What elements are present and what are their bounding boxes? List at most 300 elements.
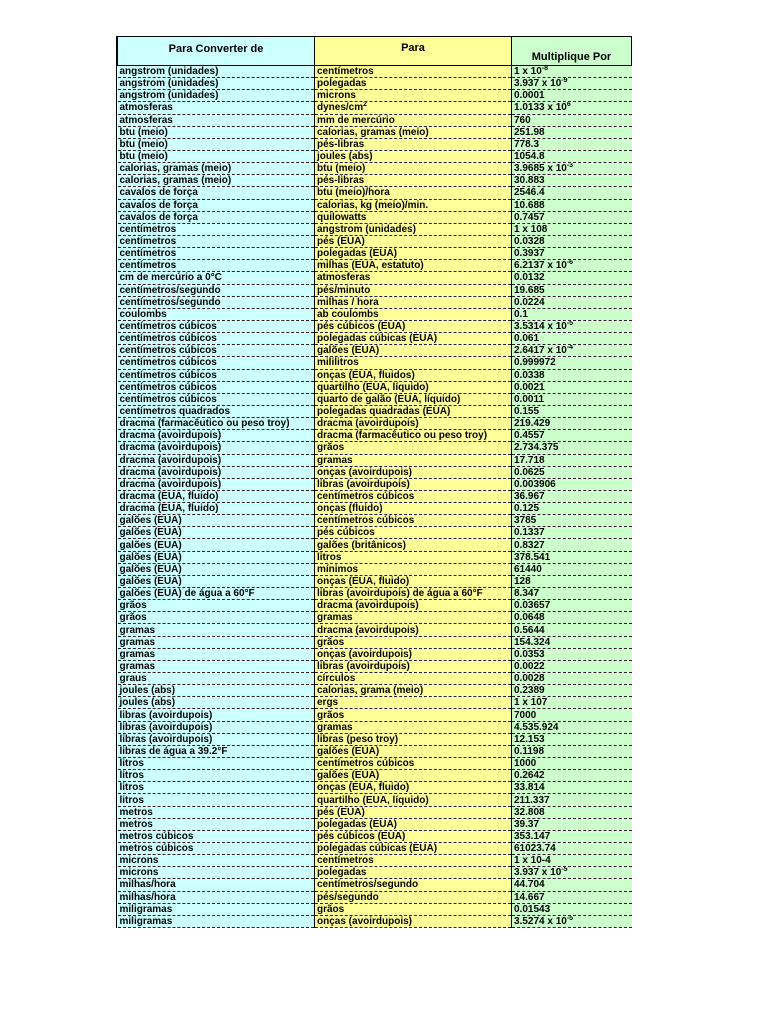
- cell-to: onças (avoirdupois): [315, 466, 512, 478]
- cell-convert-from: calorias, gramas (meio): [118, 175, 315, 187]
- cell-convert-from: btu (meio): [118, 138, 315, 150]
- table-row: [118, 163, 632, 175]
- table-row: [118, 90, 632, 102]
- exponent: -9: [561, 77, 568, 85]
- cell-convert-from: galões (EUA) de água a 60°F: [118, 588, 315, 600]
- cell-to: gramas: [315, 454, 512, 466]
- table-row: [118, 320, 632, 332]
- cell-to: pés/minuto: [315, 284, 512, 296]
- cell-multiply-by: 10.688: [512, 199, 632, 211]
- table-row: [118, 381, 632, 393]
- table-row: [118, 114, 632, 126]
- cell-multiply-by: 2.6417 x $10^{-4}$: [512, 345, 632, 357]
- table-row: [118, 126, 632, 138]
- cell-to: grãos: [315, 709, 512, 721]
- cell-multiply-by: 32.808: [512, 806, 632, 818]
- cell-convert-from: dracma (avoirdupois): [118, 442, 315, 454]
- cell-convert-from: dracma (farmacêutico ou peso troy): [118, 418, 315, 430]
- cell-to: dracma (avoirdupois): [315, 600, 512, 612]
- cell-to: centímetros cúbicos: [315, 515, 512, 527]
- cell-multiply-by: 0.0022: [512, 660, 632, 672]
- cell-to: ab coulombs: [315, 308, 512, 320]
- table-row: [118, 393, 632, 405]
- cell-convert-from: graus: [118, 673, 315, 685]
- cell-to: joules (abs): [315, 150, 512, 162]
- cell-multiply-by: 778.3: [512, 138, 632, 150]
- cell-multiply-by: 12.153: [512, 733, 632, 745]
- cell-multiply-by: 0.0001: [512, 90, 632, 102]
- exponent: -5: [561, 866, 568, 874]
- cell-multiply-by: 219.429: [512, 418, 632, 430]
- table-row: [118, 806, 632, 818]
- cell-convert-from: calorias, gramas (meio): [118, 163, 315, 175]
- table-row: [118, 782, 632, 794]
- cell-convert-from: centímetros cúbicos: [118, 320, 315, 332]
- cell-multiply-by: 6.2137 x $10^{-6}$: [512, 260, 632, 272]
- table-row: [118, 612, 632, 624]
- header-convert-from: Para Converter de: [118, 37, 315, 66]
- cell-convert-from: galões (EUA): [118, 515, 315, 527]
- table-row: [118, 357, 632, 369]
- exponent: -3: [566, 162, 574, 170]
- table-row: [118, 879, 632, 891]
- table-row: [118, 575, 632, 587]
- cell-convert-from: dracma (avoirdupois): [118, 454, 315, 466]
- table-row: [118, 794, 632, 806]
- cell-multiply-by: 0.0011: [512, 393, 632, 405]
- cell-convert-from: microns: [118, 867, 315, 879]
- cell-convert-from: dracma (avoirdupois): [118, 478, 315, 490]
- cell-multiply-by: 39.37: [512, 818, 632, 830]
- cell-convert-from: joules (abs): [118, 685, 315, 697]
- cell-convert-from: angstrom (unidades): [118, 66, 315, 78]
- cell-convert-from: centímetros quadrados: [118, 405, 315, 417]
- cell-to: pés-libras: [315, 175, 512, 187]
- cell-to: atmosferas: [315, 272, 512, 284]
- cell-convert-from: angstrom (unidades): [118, 90, 315, 102]
- cell-convert-from: gramas: [118, 636, 315, 648]
- cell-multiply-by: 2546.4: [512, 187, 632, 199]
- cell-convert-from: gramas: [118, 624, 315, 636]
- cell-to: pés cúbicos: [315, 527, 512, 539]
- table-row: [118, 527, 632, 539]
- table-row: [118, 235, 632, 247]
- cell-convert-from: galões (EUA): [118, 551, 315, 563]
- cell-convert-from: cm de mercúrio a 0°C: [118, 272, 315, 284]
- cell-to: polegadas cúbicas (EUA): [315, 333, 512, 345]
- cell-convert-from: centímetros cúbicos: [118, 357, 315, 369]
- cell-to: gramas: [315, 612, 512, 624]
- header-multiply-by: Multiplique Por: [512, 37, 632, 66]
- cell-multiply-by: 1 x 10-4: [512, 855, 632, 867]
- exponent: 6: [566, 101, 571, 109]
- cell-convert-from: galões (EUA): [118, 575, 315, 587]
- table-row: [118, 66, 632, 78]
- cell-multiply-by: 3785: [512, 515, 632, 527]
- cell-multiply-by: 0.0338: [512, 369, 632, 381]
- cell-to: grãos: [315, 442, 512, 454]
- cell-multiply-by: 61023.74: [512, 843, 632, 855]
- cell-convert-from: btu (meio): [118, 150, 315, 162]
- cell-to: polegadas (EUA): [315, 818, 512, 830]
- cell-multiply-by: 14.667: [512, 891, 632, 903]
- cell-convert-from: metros cúbicos: [118, 843, 315, 855]
- cell-to: polegadas quadradas (EUA): [315, 405, 512, 417]
- exponent: 2: [363, 101, 368, 109]
- table-row: [118, 745, 632, 757]
- cell-multiply-by: 36.967: [512, 490, 632, 502]
- cell-multiply-by: 3.937 x $10^{-9}$: [512, 78, 632, 90]
- cell-multiply-by: 0.7457: [512, 211, 632, 223]
- table-row: [118, 915, 632, 927]
- cell-convert-from: cavalos de força: [118, 211, 315, 223]
- cell-convert-from: metros: [118, 818, 315, 830]
- table-row: [118, 490, 632, 502]
- cell-convert-from: galões (EUA): [118, 563, 315, 575]
- table-row: [118, 588, 632, 600]
- cell-to: libras (avoirdupois) de água a 60°F: [315, 588, 512, 600]
- cell-convert-from: miligramas: [118, 903, 315, 915]
- cell-multiply-by: 17.718: [512, 454, 632, 466]
- cell-to: grãos: [315, 903, 512, 915]
- cell-multiply-by: 0.5644: [512, 624, 632, 636]
- cell-multiply-by: 7000: [512, 709, 632, 721]
- cell-convert-from: gramas: [118, 648, 315, 660]
- cell-to: onças (EUA, fluido): [315, 782, 512, 794]
- cell-convert-from: cavalos de força: [118, 187, 315, 199]
- cell-convert-from: gramas: [118, 660, 315, 672]
- cell-convert-from: centímetros/segundo: [118, 284, 315, 296]
- cell-multiply-by: 0.2389: [512, 685, 632, 697]
- table-row: [118, 138, 632, 150]
- cell-multiply-by: 3.5314 x $10^{-5}$: [512, 320, 632, 332]
- table-row: [118, 673, 632, 685]
- cell-to: galões (EUA): [315, 770, 512, 782]
- table-row: [118, 199, 632, 211]
- cell-to: grãos: [315, 636, 512, 648]
- cell-to: onças (avoirdupois): [315, 915, 512, 927]
- cell-to: ergs: [315, 697, 512, 709]
- table-row: [118, 685, 632, 697]
- cell-to: litros: [315, 551, 512, 563]
- table-body: [118, 66, 632, 928]
- cell-to: pés cúbicos (EUA): [315, 320, 512, 332]
- cell-to: quartilho (EUA, líquido): [315, 381, 512, 393]
- table-row: [118, 867, 632, 879]
- cell-convert-from: grãos: [118, 600, 315, 612]
- cell-multiply-by: 1.0133 x $10^6$: [512, 102, 632, 114]
- table-row: [118, 855, 632, 867]
- cell-convert-from: libras (avoirdupois): [118, 733, 315, 745]
- cell-convert-from: btu (meio): [118, 126, 315, 138]
- cell-multiply-by: 0.1198: [512, 745, 632, 757]
- cell-to: centímetros cúbicos: [315, 490, 512, 502]
- cell-to: pés-libras: [315, 138, 512, 150]
- cell-multiply-by: 128: [512, 575, 632, 587]
- table-row: [118, 843, 632, 855]
- table-row: [118, 418, 632, 430]
- table-row: [118, 260, 632, 272]
- cell-to: quilowatts: [315, 211, 512, 223]
- cell-multiply-by: 0.999972: [512, 357, 632, 369]
- cell-to: gramas: [315, 721, 512, 733]
- cell-convert-from: milhas/hora: [118, 891, 315, 903]
- table-row: [118, 758, 632, 770]
- table-row: [118, 539, 632, 551]
- cell-convert-from: litros: [118, 794, 315, 806]
- cell-to: btu (meio)/hora: [315, 187, 512, 199]
- cell-multiply-by: 61440: [512, 563, 632, 575]
- table-row: [118, 102, 632, 114]
- cell-multiply-by: 0.0132: [512, 272, 632, 284]
- cell-convert-from: metros: [118, 806, 315, 818]
- cell-multiply-by: 2.734.375: [512, 442, 632, 454]
- cell-multiply-by: 4.535.924: [512, 721, 632, 733]
- cell-to: calorias, grama (meio): [315, 685, 512, 697]
- header-to: Para: [315, 37, 512, 66]
- cell-to: dynes/$cm^2$: [315, 102, 512, 114]
- cell-convert-from: litros: [118, 770, 315, 782]
- cell-multiply-by: 1 x 108: [512, 223, 632, 235]
- cell-to: quarto de galão (EUA, líquido): [315, 393, 512, 405]
- cell-convert-from: grãos: [118, 612, 315, 624]
- cell-to: polegadas: [315, 867, 512, 879]
- table-row: [118, 442, 632, 454]
- table-row: [118, 454, 632, 466]
- cell-to: pés (EUA): [315, 806, 512, 818]
- cell-convert-from: galões (EUA): [118, 539, 315, 551]
- cell-to: pés/segundo: [315, 891, 512, 903]
- cell-multiply-by: 0.155: [512, 405, 632, 417]
- table-row: [118, 430, 632, 442]
- cell-multiply-by: 44.704: [512, 879, 632, 891]
- cell-convert-from: joules (abs): [118, 697, 315, 709]
- table-row: [118, 478, 632, 490]
- cell-convert-from: cavalos de força: [118, 199, 315, 211]
- cell-to: libras (avoirdupois): [315, 660, 512, 672]
- cell-convert-from: metros cúbicos: [118, 830, 315, 842]
- cell-to: mililitros: [315, 357, 512, 369]
- cell-convert-from: libras (avoirdupois): [118, 709, 315, 721]
- cell-convert-from: atmosferas: [118, 114, 315, 126]
- cell-to: centímetros/segundo: [315, 879, 512, 891]
- table-row: [118, 891, 632, 903]
- cell-to: círculos: [315, 673, 512, 685]
- cell-multiply-by: 0.125: [512, 503, 632, 515]
- cell-to: milhas (EUA, estatuto): [315, 260, 512, 272]
- exponent: -6: [566, 259, 574, 267]
- table-row: [118, 648, 632, 660]
- cell-convert-from: centímetros: [118, 223, 315, 235]
- cell-convert-from: centímetros cúbicos: [118, 369, 315, 381]
- table-row: [118, 296, 632, 308]
- cell-to: dracma (farmacêutico ou peso troy): [315, 430, 512, 442]
- cell-to: mínimos: [315, 563, 512, 575]
- cell-multiply-by: 1054.8: [512, 150, 632, 162]
- cell-multiply-by: 0.1: [512, 308, 632, 320]
- cell-to: galões (EUA): [315, 345, 512, 357]
- table-row: [118, 818, 632, 830]
- cell-multiply-by: 19.685: [512, 284, 632, 296]
- cell-multiply-by: 0.4557: [512, 430, 632, 442]
- cell-multiply-by: 33.814: [512, 782, 632, 794]
- cell-multiply-by: 0.01543: [512, 903, 632, 915]
- table-row: [118, 466, 632, 478]
- table-row: [118, 551, 632, 563]
- cell-convert-from: centímetros: [118, 235, 315, 247]
- cell-to: onças (avoirdupois): [315, 648, 512, 660]
- table-row: [118, 721, 632, 733]
- cell-convert-from: dracma (EUA, fluido): [118, 490, 315, 502]
- cell-multiply-by: 0.03657: [512, 600, 632, 612]
- cell-to: dracma (avoirdupois): [315, 624, 512, 636]
- cell-to: libras (peso troy): [315, 733, 512, 745]
- cell-convert-from: coulombs: [118, 308, 315, 320]
- cell-to: galões (britânicos): [315, 539, 512, 551]
- cell-multiply-by: 1 x $10^{-8}$: [512, 66, 632, 78]
- table-row: [118, 284, 632, 296]
- cell-to: dracma (avoirdupois): [315, 418, 512, 430]
- cell-multiply-by: 1000: [512, 758, 632, 770]
- cell-convert-from: atmosferas: [118, 102, 315, 114]
- table-row: [118, 150, 632, 162]
- cell-convert-from: microns: [118, 855, 315, 867]
- cell-multiply-by: 0.1337: [512, 527, 632, 539]
- cell-convert-from: dracma (avoirdupois): [118, 430, 315, 442]
- table-row: [118, 211, 632, 223]
- cell-multiply-by: 0.0353: [512, 648, 632, 660]
- cell-multiply-by: 3.9685 x $10^{-3}$: [512, 163, 632, 175]
- cell-convert-from: litros: [118, 782, 315, 794]
- table-row: [118, 78, 632, 90]
- cell-to: pés (EUA): [315, 235, 512, 247]
- cell-to: polegadas (EUA): [315, 248, 512, 260]
- table-row: [118, 345, 632, 357]
- table-row: [118, 308, 632, 320]
- cell-multiply-by: 0.0648: [512, 612, 632, 624]
- table-row: [118, 503, 632, 515]
- table-row: [118, 624, 632, 636]
- table-row: [118, 405, 632, 417]
- cell-to: onças (EUA, fluidos): [315, 369, 512, 381]
- cell-to: polegadas: [315, 78, 512, 90]
- cell-multiply-by: 0.061: [512, 333, 632, 345]
- cell-convert-from: libras de água a 39.2°F: [118, 745, 315, 757]
- cell-convert-from: centímetros cúbicos: [118, 393, 315, 405]
- table-row: [118, 333, 632, 345]
- cell-to: calorias, kg (meio)/min.: [315, 199, 512, 211]
- cell-to: polegadas cúbicas (EUA): [315, 843, 512, 855]
- cell-to: onças (EUA, fluido): [315, 575, 512, 587]
- cell-convert-from: angstrom (unidades): [118, 78, 315, 90]
- table-row: [118, 733, 632, 745]
- table-row: [118, 223, 632, 235]
- cell-multiply-by: 251.98: [512, 126, 632, 138]
- cell-to: centímetros: [315, 855, 512, 867]
- cell-convert-from: milhas/hora: [118, 879, 315, 891]
- table-row: [118, 697, 632, 709]
- cell-to: pés cúbicos (EUA): [315, 830, 512, 842]
- cell-multiply-by: 3.937 x $10^{-5}$: [512, 867, 632, 879]
- cell-to: centímetros: [315, 66, 512, 78]
- table-row: [118, 709, 632, 721]
- cell-to: mm de mercúrio: [315, 114, 512, 126]
- cell-to: microns: [315, 90, 512, 102]
- cell-multiply-by: 3.5274 x $10^{-5}$: [512, 915, 632, 927]
- cell-to: onças (fluido): [315, 503, 512, 515]
- cell-convert-from: centímetros cúbicos: [118, 345, 315, 357]
- cell-multiply-by: 0.0328: [512, 235, 632, 247]
- table-row: [118, 770, 632, 782]
- table-row: [118, 187, 632, 199]
- cell-to: centímetros cúbicos: [315, 758, 512, 770]
- cell-multiply-by: 0.0028: [512, 673, 632, 685]
- cell-to: milhas / hora: [315, 296, 512, 308]
- header-row: [118, 37, 632, 66]
- table-row: [118, 248, 632, 260]
- cell-multiply-by: 0.0625: [512, 466, 632, 478]
- table-row: [118, 515, 632, 527]
- cell-convert-from: galões (EUA): [118, 527, 315, 539]
- cell-to: btu (meio): [315, 163, 512, 175]
- cell-convert-from: libras (avoirdupois): [118, 721, 315, 733]
- cell-multiply-by: 211.337: [512, 794, 632, 806]
- table-row: [118, 660, 632, 672]
- table-row: [118, 563, 632, 575]
- cell-to: libras (avoirdupois): [315, 478, 512, 490]
- cell-to: calorias, gramas (meio): [315, 126, 512, 138]
- cell-multiply-by: 30.883: [512, 175, 632, 187]
- table-row: [118, 636, 632, 648]
- cell-to: quartilho (EUA, líquido): [315, 794, 512, 806]
- cell-convert-from: centímetros cúbicos: [118, 333, 315, 345]
- cell-multiply-by: 0.3937: [512, 248, 632, 260]
- cell-to: galões (EUA): [315, 745, 512, 757]
- cell-convert-from: centímetros/segundo: [118, 296, 315, 308]
- cell-multiply-by: 378.541: [512, 551, 632, 563]
- cell-convert-from: dracma (avoirdupois): [118, 466, 315, 478]
- cell-convert-from: dracma (EUA, fluido): [118, 503, 315, 515]
- cell-multiply-by: 760: [512, 114, 632, 126]
- cell-convert-from: centímetros cúbicos: [118, 381, 315, 393]
- cell-convert-from: centímetros: [118, 260, 315, 272]
- table-row: [118, 272, 632, 284]
- exponent: -8: [541, 65, 549, 73]
- cell-multiply-by: 0.8327: [512, 539, 632, 551]
- cell-to: angstrom (unidades): [315, 223, 512, 235]
- cell-multiply-by: 0.0021: [512, 381, 632, 393]
- exponent: -5: [566, 915, 574, 922]
- conversion-table: [117, 36, 632, 928]
- cell-multiply-by: 0.0224: [512, 296, 632, 308]
- table-row: [118, 903, 632, 915]
- exponent: -4: [566, 344, 574, 352]
- table-row: [118, 830, 632, 842]
- cell-multiply-by: 8.347: [512, 588, 632, 600]
- cell-multiply-by: 1 x 107: [512, 697, 632, 709]
- exponent: -5: [566, 320, 574, 328]
- table-row: [118, 600, 632, 612]
- cell-multiply-by: 0.003906: [512, 478, 632, 490]
- cell-multiply-by: 154.324: [512, 636, 632, 648]
- cell-convert-from: centímetros: [118, 248, 315, 260]
- cell-multiply-by: 0.2642: [512, 770, 632, 782]
- table-row: [118, 369, 632, 381]
- cell-convert-from: litros: [118, 758, 315, 770]
- table-row: [118, 175, 632, 187]
- cell-multiply-by: 353.147: [512, 830, 632, 842]
- cell-convert-from: miligramas: [118, 915, 315, 927]
